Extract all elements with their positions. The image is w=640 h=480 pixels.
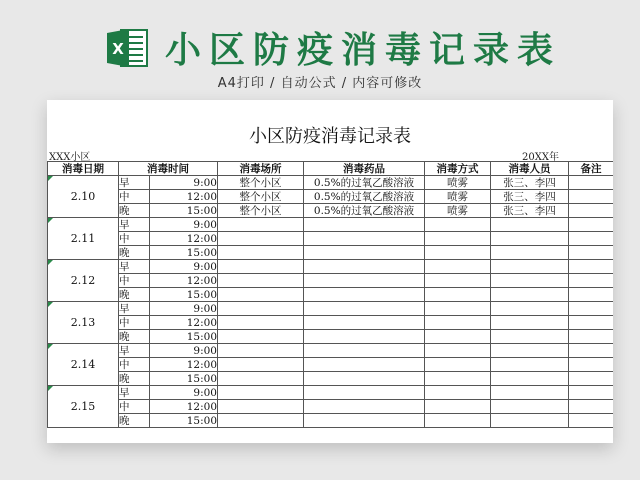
note-cell — [569, 344, 614, 358]
note-cell — [569, 190, 614, 204]
method-cell: 喷雾 — [425, 176, 491, 190]
staff-cell — [491, 218, 569, 232]
staff-cell — [491, 400, 569, 414]
agent-cell — [304, 246, 425, 260]
community-name: XXX小区 — [49, 152, 91, 163]
table-row — [48, 274, 614, 288]
date-cell: 2.12 — [48, 260, 119, 302]
note-cell — [569, 176, 614, 190]
date-cell: 2.13 — [48, 302, 119, 344]
staff-cell — [491, 260, 569, 274]
svg-text:X: X — [112, 40, 124, 58]
note-cell — [569, 386, 614, 400]
table-header-row — [48, 162, 614, 176]
method-cell — [425, 344, 491, 358]
staff-cell — [491, 288, 569, 302]
agent-cell — [304, 400, 425, 414]
method-cell: 喷雾 — [425, 190, 491, 204]
place-cell — [218, 246, 304, 260]
agent-cell — [304, 302, 425, 316]
table-row — [48, 204, 614, 218]
date-cell: 2.14 — [48, 344, 119, 386]
place-cell — [218, 386, 304, 400]
method-cell — [425, 260, 491, 274]
agent-cell — [304, 274, 425, 288]
table-row — [48, 218, 614, 232]
method-cell — [425, 414, 491, 428]
method-cell — [425, 274, 491, 288]
period-cell: 早 — [119, 260, 150, 274]
note-cell — [569, 218, 614, 232]
agent-cell — [304, 358, 425, 372]
agent-cell — [304, 288, 425, 302]
staff-cell — [491, 358, 569, 372]
method-cell — [425, 400, 491, 414]
agent-cell — [304, 372, 425, 386]
time-cell: 15:00 — [150, 204, 218, 218]
place-cell: 整个小区 — [218, 176, 304, 190]
place-cell — [218, 218, 304, 232]
column-header: 消毒日期 — [48, 162, 119, 176]
method-cell — [425, 386, 491, 400]
staff-cell — [491, 232, 569, 246]
table-row — [48, 358, 614, 372]
note-cell — [569, 372, 614, 386]
time-cell: 9:00 — [150, 344, 218, 358]
period-cell: 中 — [119, 274, 150, 288]
period-cell: 早 — [119, 344, 150, 358]
table-body — [48, 176, 614, 428]
time-cell: 15:00 — [150, 372, 218, 386]
note-cell — [569, 316, 614, 330]
staff-cell — [491, 386, 569, 400]
time-cell: 12:00 — [150, 190, 218, 204]
place-cell — [218, 400, 304, 414]
table-row — [48, 344, 614, 358]
place-cell: 整个小区 — [218, 190, 304, 204]
column-header: 消毒药品 — [304, 162, 425, 176]
column-header: 消毒时间 — [119, 162, 218, 176]
time-cell: 9:00 — [150, 386, 218, 400]
time-cell: 15:00 — [150, 288, 218, 302]
place-cell — [218, 358, 304, 372]
date-cell: 2.10 — [48, 176, 119, 218]
period-cell: 中 — [119, 400, 150, 414]
place-cell — [218, 344, 304, 358]
staff-cell — [491, 414, 569, 428]
page-subtitle: A4打印 / 自动公式 / 内容可修改 — [217, 76, 423, 91]
table-row — [48, 330, 614, 344]
table-row — [48, 288, 614, 302]
period-cell: 早 — [119, 302, 150, 316]
staff-cell — [491, 372, 569, 386]
period-cell: 中 — [119, 232, 150, 246]
time-cell: 12:00 — [150, 316, 218, 330]
note-cell — [569, 400, 614, 414]
table-row — [48, 414, 614, 428]
staff-cell: 张三、李四 — [491, 204, 569, 218]
agent-cell — [304, 316, 425, 330]
note-cell — [569, 358, 614, 372]
place-cell — [218, 330, 304, 344]
period-cell: 早 — [119, 218, 150, 232]
staff-cell: 张三、李四 — [491, 190, 569, 204]
agent-cell — [304, 232, 425, 246]
agent-cell: 0.5%的过氧乙酸溶液 — [304, 176, 425, 190]
table-row — [48, 176, 614, 190]
note-cell — [569, 204, 614, 218]
method-cell — [425, 316, 491, 330]
table-row — [48, 400, 614, 414]
note-cell — [569, 288, 614, 302]
agent-cell — [304, 414, 425, 428]
staff-cell — [491, 246, 569, 260]
page-title: 小区防疫消毒记录表 — [165, 30, 562, 71]
time-cell: 15:00 — [150, 246, 218, 260]
time-cell: 9:00 — [150, 176, 218, 190]
sheet-title: 小区防疫消毒记录表 — [249, 126, 411, 147]
agent-cell — [304, 330, 425, 344]
column-header: 备注 — [569, 162, 614, 176]
excel-icon — [103, 24, 151, 72]
period-cell: 晚 — [119, 330, 150, 344]
period-cell: 晚 — [119, 204, 150, 218]
time-cell: 12:00 — [150, 274, 218, 288]
time-cell: 15:00 — [150, 414, 218, 428]
record-year: 20XX年 — [522, 152, 559, 163]
period-cell: 晚 — [119, 288, 150, 302]
place-cell — [218, 414, 304, 428]
method-cell — [425, 330, 491, 344]
method-cell — [425, 218, 491, 232]
staff-cell — [491, 316, 569, 330]
place-cell — [218, 288, 304, 302]
place-cell — [218, 372, 304, 386]
method-cell — [425, 358, 491, 372]
note-cell — [569, 414, 614, 428]
method-cell — [425, 302, 491, 316]
time-cell: 9:00 — [150, 260, 218, 274]
table-row — [48, 386, 614, 400]
time-cell: 9:00 — [150, 218, 218, 232]
disinfection-table — [47, 161, 613, 428]
table-row — [48, 246, 614, 260]
method-cell — [425, 372, 491, 386]
period-cell: 早 — [119, 176, 150, 190]
period-cell: 晚 — [119, 414, 150, 428]
place-cell — [218, 232, 304, 246]
time-cell: 9:00 — [150, 302, 218, 316]
method-cell: 喷雾 — [425, 204, 491, 218]
place-cell — [218, 274, 304, 288]
note-cell — [569, 274, 614, 288]
period-cell: 中 — [119, 316, 150, 330]
note-cell — [569, 330, 614, 344]
staff-cell — [491, 302, 569, 316]
column-header: 消毒方式 — [425, 162, 491, 176]
method-cell — [425, 232, 491, 246]
table-row — [48, 232, 614, 246]
staff-cell: 张三、李四 — [491, 176, 569, 190]
time-cell: 12:00 — [150, 232, 218, 246]
page-header — [0, 0, 640, 100]
note-cell — [569, 246, 614, 260]
staff-cell — [491, 330, 569, 344]
date-cell: 2.11 — [48, 218, 119, 260]
period-cell: 晚 — [119, 372, 150, 386]
time-cell: 12:00 — [150, 358, 218, 372]
note-cell — [569, 260, 614, 274]
column-header: 消毒人员 — [491, 162, 569, 176]
staff-cell — [491, 344, 569, 358]
period-cell: 中 — [119, 190, 150, 204]
table-row — [48, 260, 614, 274]
agent-cell — [304, 344, 425, 358]
column-header: 消毒场所 — [218, 162, 304, 176]
period-cell: 早 — [119, 386, 150, 400]
table-row — [48, 190, 614, 204]
agent-cell — [304, 218, 425, 232]
place-cell: 整个小区 — [218, 204, 304, 218]
agent-cell — [304, 260, 425, 274]
method-cell — [425, 246, 491, 260]
place-cell — [218, 302, 304, 316]
place-cell — [218, 260, 304, 274]
agent-cell: 0.5%的过氧乙酸溶液 — [304, 190, 425, 204]
note-cell — [569, 302, 614, 316]
method-cell — [425, 288, 491, 302]
agent-cell — [304, 386, 425, 400]
time-cell: 15:00 — [150, 330, 218, 344]
agent-cell: 0.5%的过氧乙酸溶液 — [304, 204, 425, 218]
table-row — [48, 372, 614, 386]
date-cell: 2.15 — [48, 386, 119, 428]
period-cell: 晚 — [119, 246, 150, 260]
table-row — [48, 316, 614, 330]
place-cell — [218, 316, 304, 330]
table-row — [48, 302, 614, 316]
spreadsheet-preview — [47, 100, 613, 443]
period-cell: 中 — [119, 358, 150, 372]
staff-cell — [491, 274, 569, 288]
time-cell: 12:00 — [150, 400, 218, 414]
note-cell — [569, 232, 614, 246]
